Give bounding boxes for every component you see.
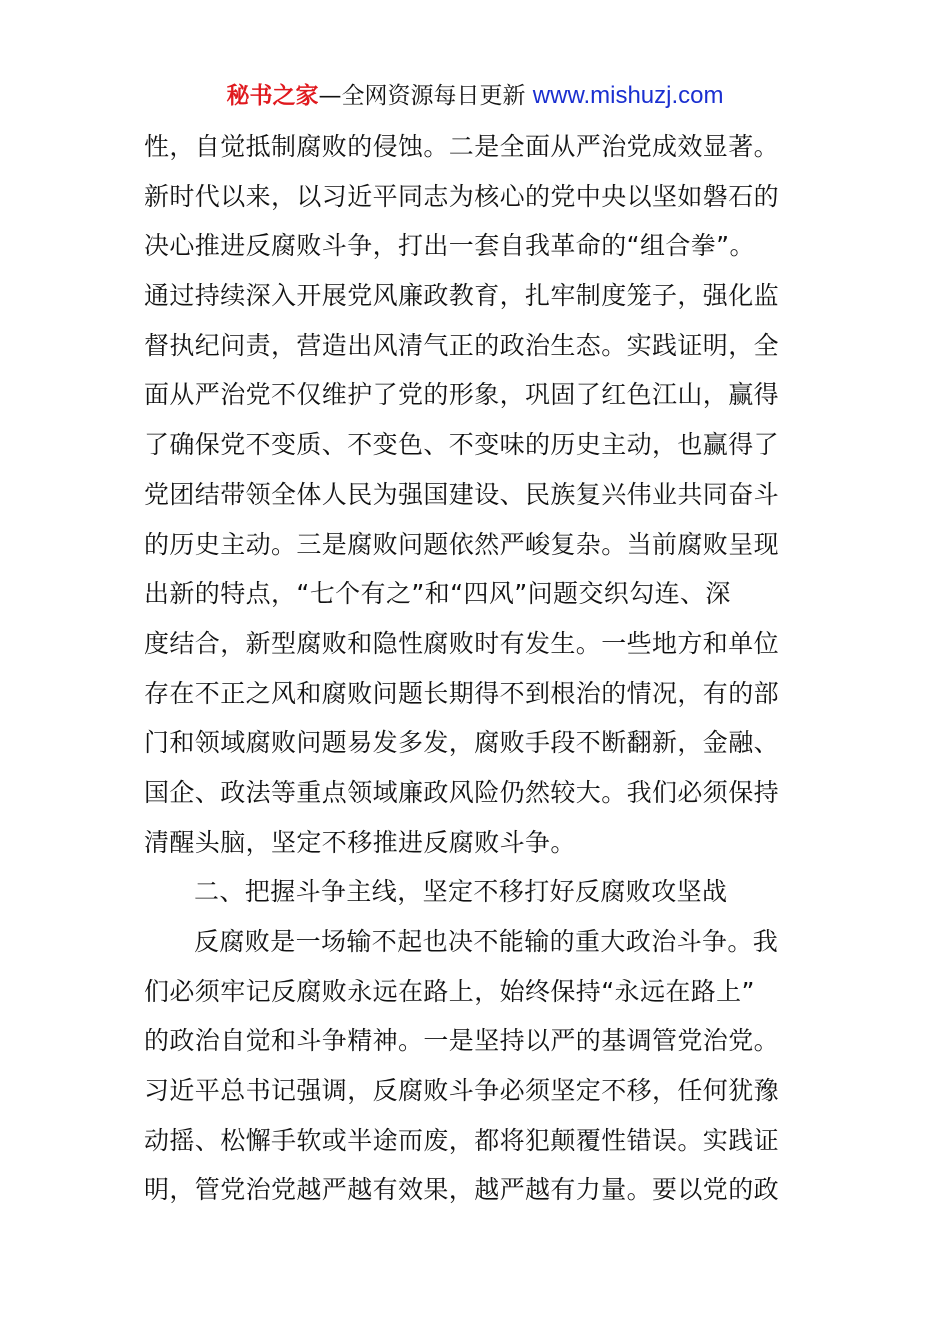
section-heading: 二、把握斗争主线，坚定不移打好反腐败攻坚战: [194, 877, 728, 907]
site-header: [0, 80, 950, 112]
site-tagline: —全网资源每日更新: [318, 83, 533, 109]
text-line: 习近平总书记强调，反腐败斗争必须坚定不移，任何犹豫: [144, 1076, 780, 1106]
document-body: [144, 122, 808, 1215]
text-line: 通过持续深入开展党风廉政教育，扎牢制度笼子，强化监: [144, 281, 780, 311]
text-line: 了确保党不变质、不变色、不变味的历史主动，也赢得了: [144, 430, 780, 460]
text-line: 新时代以来，以习近平同志为核心的党中央以坚如磐石的: [144, 181, 780, 211]
text-line: 的政治自觉和斗争精神。一是坚持以严的基调管党治党。: [144, 1026, 780, 1056]
text-line: 国企、政法等重点领域廉政风险仍然较大。我们必须保持: [144, 777, 780, 807]
text-line: 党团结带领全体人民为强国建设、民族复兴伟业共同奋斗: [144, 479, 780, 509]
text-line: 反腐败是一场输不起也决不能输的重大政治斗争。我: [194, 927, 779, 956]
text-line: 明，管党治党越严越有效果，越严越有力量。要以党的政: [144, 1175, 780, 1205]
text-line: 面从严治党不仅维护了党的形象，巩固了红色江山，赢得: [144, 380, 780, 410]
text-line: 存在不正之风和腐败问题长期得不到根治的情况，有的部: [144, 678, 780, 708]
text-line: 动摇、松懈手软或半途而废，都将犯颠覆性错误。实践证: [144, 1125, 780, 1155]
text-line: 性，自觉抵制腐败的侵蚀。二是全面从严治党成效显著。: [144, 132, 780, 161]
text-line: 出新的特点，“七个有之”和“四风”问题交织勾连、深: [144, 579, 731, 609]
site-url-link[interactable]: www.mishuzj.com: [532, 82, 724, 109]
site-brand: 秘书之家: [226, 83, 319, 109]
text-line: 清醒头脑，坚定不移推进反腐败斗争。: [144, 827, 576, 857]
text-line: 们必须牢记反腐败永远在路上，始终保持“永远在路上”: [144, 976, 755, 1006]
text-line: 的历史主动。三是腐败问题依然严峻复杂。当前腐败呈现: [144, 529, 780, 559]
text-line: 度结合，新型腐败和隐性腐败时有发生。一些地方和单位: [144, 628, 780, 658]
text-line: 督执纪问责，营造出风清气正的政治生态。实践证明，全: [144, 330, 780, 360]
text-line: 决心推进反腐败斗争，打出一套自我革命的“组合拳”。: [144, 231, 755, 261]
text-line: 门和领域腐败问题易发多发，腐败手段不断翻新，金融、: [144, 728, 780, 758]
